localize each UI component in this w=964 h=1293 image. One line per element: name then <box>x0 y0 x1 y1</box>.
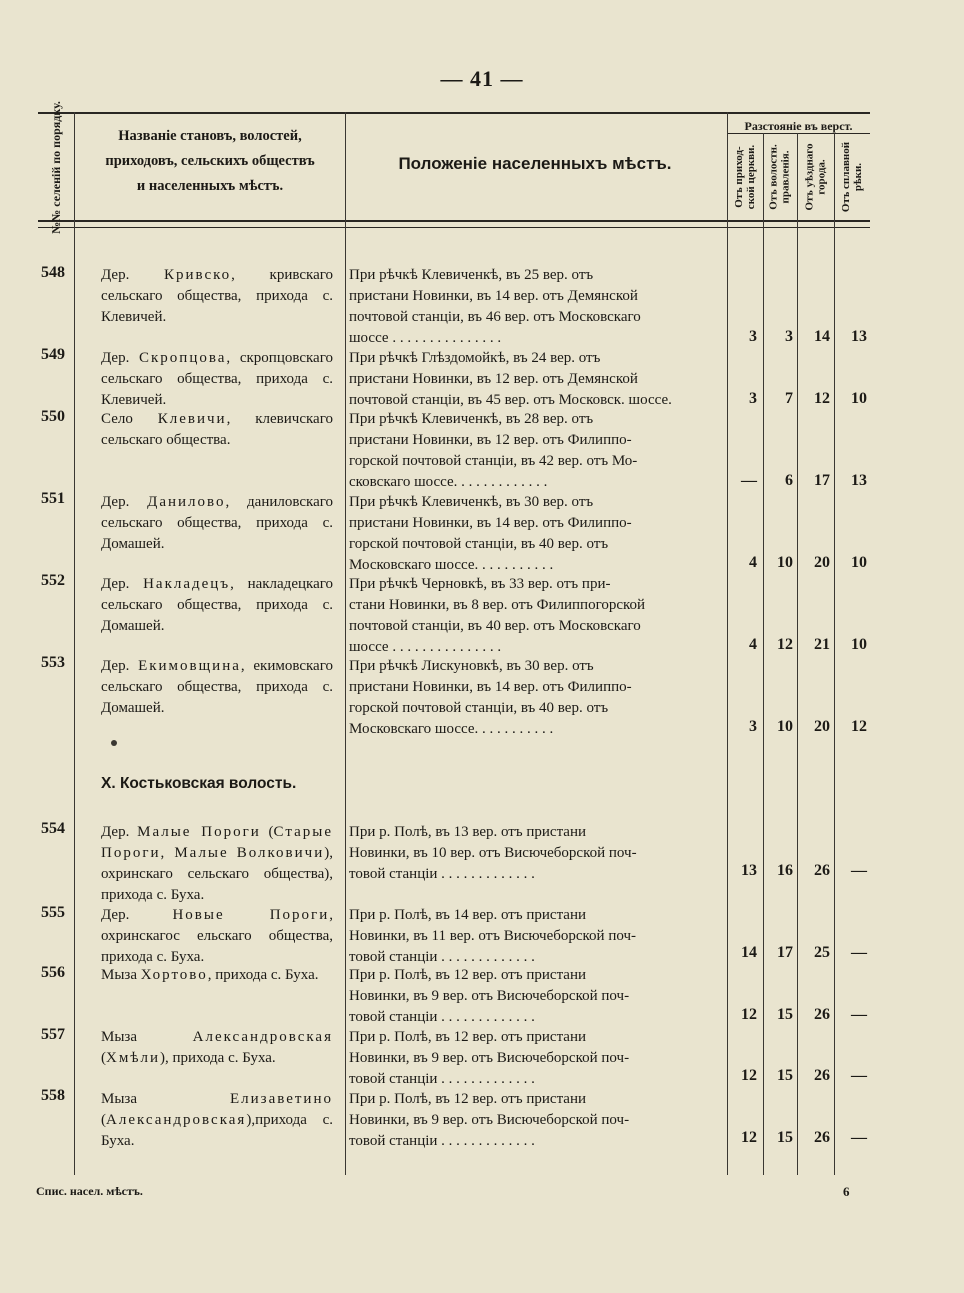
distance-volost: 6 <box>785 472 793 489</box>
distance-town: 21 <box>814 636 830 653</box>
header-distance-label: Отъ волостн. правленія. <box>768 144 793 210</box>
header-distance-volost <box>763 134 797 220</box>
position-line: При р. Полѣ, въ 12 вер. отъ пристани <box>349 967 587 983</box>
settlement-position <box>349 492 716 576</box>
name-part: Дер. <box>101 576 144 592</box>
distance-town: 26 <box>814 1129 830 1146</box>
distance-river: — <box>851 1067 867 1084</box>
distance-church: 14 <box>741 944 757 961</box>
name-part: Дер. <box>101 824 138 840</box>
position-line: Московскаго шоссе. . . . . . . . . . . <box>349 721 554 737</box>
distance-river: 13 <box>851 472 867 489</box>
name-part: Дер. <box>101 350 140 366</box>
name-part: Александровская <box>106 1112 247 1128</box>
name-part: Александровская <box>192 1029 333 1045</box>
header-number-label: №№ селеній по порядку. <box>48 100 63 234</box>
settlement-position <box>349 1027 716 1090</box>
name-part: Клевичи <box>157 411 227 427</box>
position-line: При р. Полѣ, въ 12 вер. отъ пристани <box>349 1091 587 1107</box>
position-line: При рѣчкѣ Клевиченкѣ, въ 30 вер. отъ <box>349 494 594 510</box>
distance-volost: 10 <box>777 554 793 571</box>
position-line: товой станціи . . . . . . . . . . . . . <box>349 949 535 965</box>
row-number: 554 <box>41 820 65 837</box>
name-part: Дер. <box>101 494 148 510</box>
name-part: , даниловскаго сельскаго общества, прихода с. Домашей. <box>101 494 334 552</box>
settlement-name <box>101 348 333 411</box>
settlement-name <box>101 965 333 986</box>
name-part: ), охринскаго сельскаго общества), прихода с. Буха. <box>101 845 333 903</box>
row-number: 555 <box>41 904 65 921</box>
row-number: 548 <box>41 264 65 281</box>
distance-town: 17 <box>814 472 830 489</box>
distance-volost: 15 <box>777 1067 793 1084</box>
name-part: Накладецъ <box>143 576 231 592</box>
settlement-name <box>101 265 333 328</box>
settlement-name <box>101 1089 333 1152</box>
position-line: Новинки, въ 10 вер. отъ Висючеборской поч- <box>349 845 637 861</box>
footer-sheet-mark: 6 <box>843 1184 850 1199</box>
name-part: Мыза <box>101 967 141 983</box>
distance-river: 10 <box>851 554 867 571</box>
position-line: пристани Новинки, въ 14 вер. отъ Филиппо- <box>349 679 632 695</box>
position-line: При рѣчкѣ Лискуновкѣ, въ 30 вер. отъ <box>349 658 594 674</box>
header-name-line: приходовъ, сельскихъ обществъ <box>105 153 315 169</box>
distance-volost: 7 <box>785 390 793 407</box>
header-distance-title: Разстояніе въ верст. <box>744 119 853 133</box>
name-part: Дер. <box>101 907 173 923</box>
name-part: , екимовскаго сельскаго общества, прихода с. Домашей. <box>101 658 333 716</box>
distance-river: 10 <box>851 390 867 407</box>
position-line: пристани Новинки, въ 12 вер. отъ Филиппо- <box>349 432 632 448</box>
header-distance-label: Отъ сплавной рѣки. <box>840 141 865 213</box>
position-line: При р. Полѣ, въ 12 вер. отъ пристани <box>349 1029 587 1045</box>
name-part: Малые Пороги <box>137 824 261 840</box>
distance-town: 14 <box>814 328 830 345</box>
settlement-name <box>101 1027 333 1069</box>
settlement-name <box>101 656 333 719</box>
settlement-position <box>349 348 716 411</box>
position-line: товой станціи . . . . . . . . . . . . . <box>349 1009 535 1025</box>
position-line: пристани Новинки, въ 14 вер. отъ Демянской <box>349 288 638 304</box>
distance-volost: 12 <box>777 636 793 653</box>
distance-church: 4 <box>749 636 757 653</box>
distance-river: — <box>851 1006 867 1023</box>
position-line: шоссе . . . . . . . . . . . . . . . <box>349 639 502 655</box>
distance-church: 3 <box>749 390 757 407</box>
name-part: Екимовщина <box>138 658 241 674</box>
name-part: ), прихода с. Буха. <box>159 1050 276 1066</box>
position-line: пристани Новинки, въ 12 вер. отъ Демянской <box>349 371 638 387</box>
settlement-position <box>349 656 716 740</box>
name-part: Елизаветино <box>229 1091 333 1107</box>
row-number: 557 <box>41 1026 65 1043</box>
position-line: товой станціи . . . . . . . . . . . . . <box>349 1133 535 1149</box>
name-part: Старые Пороги, Малые Волковичи <box>101 824 333 861</box>
header-distance-church <box>727 134 763 220</box>
col-divider <box>797 133 798 1175</box>
distance-town: 26 <box>814 862 830 879</box>
page-number: — 41 — <box>440 66 524 91</box>
distance-river: 13 <box>851 328 867 345</box>
header-number-column <box>38 100 74 234</box>
name-part: , скропцовскаго сельскаго общества, прихода с. Клевичей. <box>101 350 333 408</box>
row-number: 551 <box>41 490 65 507</box>
row-number: 549 <box>41 346 65 363</box>
position-line: Новинки, въ 9 вер. отъ Висючеборской поч- <box>349 1112 630 1128</box>
position-line: При р. Полѣ, въ 13 вер. отъ пристани <box>349 824 587 840</box>
distance-volost: 10 <box>777 718 793 735</box>
distance-volost: 16 <box>777 862 793 879</box>
distance-river: 10 <box>851 636 867 653</box>
settlement-position <box>349 822 716 885</box>
distance-church: 3 <box>749 328 757 345</box>
position-line: горской почтовой станціи, въ 40 вер. отъ <box>349 700 609 716</box>
name-part: Хортово <box>140 967 208 983</box>
settlement-name <box>101 822 333 906</box>
settlement-name <box>101 409 333 451</box>
position-line: Новинки, въ 9 вер. отъ Висючеборской поч- <box>349 1050 630 1066</box>
name-part: Кривско <box>163 267 232 283</box>
settlement-position <box>349 574 716 658</box>
header-name-line: и населенныхъ мѣстъ. <box>136 178 284 194</box>
position-line: пристани Новинки, въ 14 вер. отъ Филиппо- <box>349 515 632 531</box>
name-part: ),прихода с. Буха. <box>101 1112 333 1149</box>
position-line: почтовой станціи, въ 40 вер. отъ Московскаго <box>349 618 641 634</box>
ink-dot <box>111 740 117 746</box>
name-part: , клевичскаго сельскаго общества. <box>101 411 333 448</box>
distance-river: — <box>851 862 867 879</box>
settlement-position <box>349 409 716 493</box>
position-line: стани Новинки, въ 8 вер. отъ Филиппогорской <box>349 597 646 613</box>
name-part: , прихода с. Буха. <box>207 967 319 983</box>
position-line: Новинки, въ 9 вер. отъ Висючеборской поч- <box>349 988 630 1004</box>
settlement-position <box>349 965 716 1028</box>
name-part: ( <box>101 1112 106 1128</box>
position-line: сковскаго шоссе. . . . . . . . . . . . . <box>349 474 548 490</box>
settlement-position <box>349 265 716 349</box>
header-name-line: Названіе становъ, волостей, <box>118 128 302 144</box>
distance-river: — <box>851 1129 867 1146</box>
name-part: Мыза <box>101 1029 193 1045</box>
distance-town: 20 <box>814 554 830 571</box>
position-line: шоссе . . . . . . . . . . . . . . . <box>349 330 502 346</box>
name-part: Скропцова <box>139 350 227 366</box>
col-divider <box>727 112 728 1175</box>
header-bottom-rule <box>38 220 870 222</box>
settlement-position <box>349 905 716 968</box>
name-part: Данилово <box>147 494 226 510</box>
row-number: 556 <box>41 964 65 981</box>
distance-church: — <box>741 472 757 489</box>
col-divider <box>763 133 764 1175</box>
name-part: Дер. <box>101 658 139 674</box>
position-line: товой станціи . . . . . . . . . . . . . <box>349 866 535 882</box>
position-line: почтовой станціи, въ 46 вер. отъ Московскаго <box>349 309 641 325</box>
distance-town: 26 <box>814 1006 830 1023</box>
distance-church: 12 <box>741 1006 757 1023</box>
name-part: Новые Пороги <box>172 907 330 923</box>
distance-church: 4 <box>749 554 757 571</box>
position-line: Новинки, въ 11 вер. отъ Висючеборской поч- <box>349 928 637 944</box>
distance-volost: 15 <box>777 1129 793 1146</box>
name-part: , накладецкаго сельскаго общества, прихода с. Домашей. <box>101 576 333 634</box>
name-part: Дер. <box>101 267 164 283</box>
distance-town: 25 <box>814 944 830 961</box>
distance-church: 13 <box>741 862 757 879</box>
distance-church: 12 <box>741 1129 757 1146</box>
distance-river: — <box>851 944 867 961</box>
name-part: ( <box>260 824 274 840</box>
position-line: При рѣчкѣ Клевиченкѣ, въ 28 вер. отъ <box>349 411 594 427</box>
header-distance-river <box>834 134 870 220</box>
settlement-position <box>349 1089 716 1152</box>
position-line: При рѣчкѣ Черновкѣ, въ 33 вер. отъ при- <box>349 576 611 592</box>
settlement-name <box>101 905 333 968</box>
col-divider <box>834 133 835 1175</box>
position-line: товой станціи . . . . . . . . . . . . . <box>349 1071 535 1087</box>
name-part: Мыза <box>101 1091 230 1107</box>
distance-town: 20 <box>814 718 830 735</box>
position-line: При рѣчкѣ Клевиченкѣ, въ 25 вер. отъ <box>349 267 594 283</box>
distance-church: 12 <box>741 1067 757 1084</box>
name-part: , кривскаго сельскаго общества, прихода с. Клевичей. <box>101 267 334 325</box>
section-title: X. Костьковская волость. <box>101 775 297 792</box>
name-part: ( <box>101 1050 106 1066</box>
col-divider <box>74 112 75 1175</box>
name-part: Село <box>101 411 158 427</box>
row-number: 550 <box>41 408 65 425</box>
header-position-column: Положеніе населенныхъ мѣстъ. <box>398 154 672 173</box>
header-distance-label: Отъ уѣзднаго города. <box>803 143 828 211</box>
distance-town: 26 <box>814 1067 830 1084</box>
position-line: горской почтовой станціи, въ 42 вер. отъ Мо- <box>349 453 638 469</box>
footer-signature: Спис. насел. мѣстъ. <box>36 1184 143 1198</box>
settlements-table <box>38 100 870 1175</box>
header-bottom-rule-2 <box>38 227 870 228</box>
distance-volost: 3 <box>785 328 793 345</box>
position-line: почтовой станціи, въ 45 вер. отъ Московск. шоссе. <box>349 392 672 408</box>
position-line: При р. Полѣ, въ 14 вер. отъ пристани <box>349 907 587 923</box>
row-number: 558 <box>41 1087 65 1104</box>
col-divider <box>345 112 346 1175</box>
distance-town: 12 <box>814 390 830 407</box>
position-line: горской почтовой станціи, въ 40 вер. отъ <box>349 536 609 552</box>
row-number: 552 <box>41 572 65 589</box>
header-distance-town <box>797 134 834 220</box>
header-name-column <box>75 124 345 199</box>
distance-church: 3 <box>749 718 757 735</box>
distance-volost: 15 <box>777 1006 793 1023</box>
name-part: Хмѣли <box>106 1050 160 1066</box>
position-line: Московскаго шоссе. . . . . . . . . . . <box>349 557 554 573</box>
header-distance-label: Отъ приход- ской церкви. <box>733 144 757 210</box>
row-number: 553 <box>41 654 65 671</box>
distance-river: 12 <box>851 718 867 735</box>
table-top-rule <box>38 112 870 114</box>
settlement-name <box>101 574 333 637</box>
position-line: При рѣчкѣ Глѣздомойкѣ, въ 24 вер. отъ <box>349 350 601 366</box>
name-part: , охринскагос ельскаго общества, прихода с. Буха. <box>101 907 333 965</box>
distance-volost: 17 <box>777 944 793 961</box>
settlement-name <box>101 492 333 555</box>
